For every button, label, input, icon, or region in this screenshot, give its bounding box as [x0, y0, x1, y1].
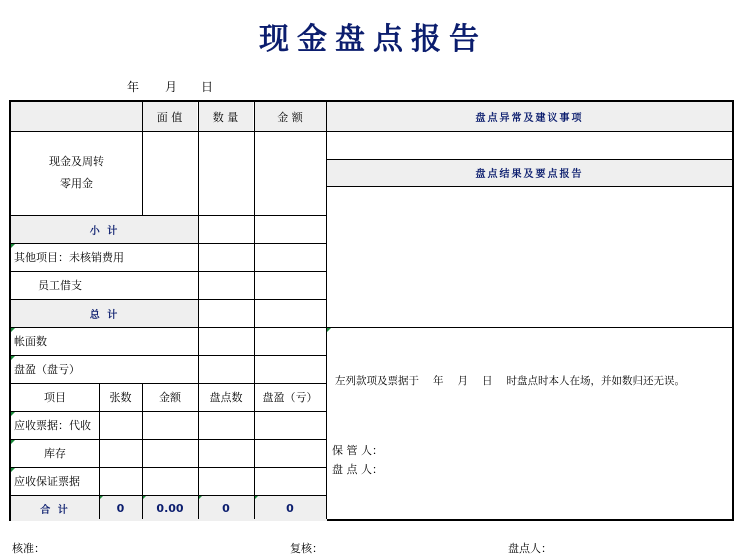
row-line [11, 131, 732, 132]
statement-day: 日 [482, 374, 493, 387]
statement-part-a: 左列款项及票据于 [335, 374, 419, 387]
row-line [11, 243, 326, 244]
surplus-deficit-label: 盘盈（盘亏） [11, 355, 198, 383]
cash-label [11, 131, 142, 215]
row-line [11, 467, 326, 468]
col-line [198, 102, 199, 383]
row-line [327, 186, 732, 187]
total-label: 总 计 [89, 309, 120, 321]
section-divider [326, 102, 327, 519]
custodian-label: 保 管 人： [332, 444, 383, 457]
quantity-header: 数 量 [198, 102, 253, 131]
statement-year: 年 [433, 374, 444, 387]
row-line [11, 355, 326, 356]
counted-header: 盘点数 [209, 391, 243, 404]
date-month-label: 月 [165, 80, 178, 94]
count-header: 张数 [109, 391, 132, 404]
cash-label-line2: 零用金 [60, 177, 93, 190]
statement-part-b: 时盘点时本人在场，并如数归还无误。 [506, 374, 685, 387]
counter-label: 盘 点 人： [332, 463, 383, 476]
col-line [254, 102, 255, 383]
row-line [11, 299, 326, 300]
row-line [327, 159, 732, 160]
report-table [9, 100, 734, 521]
deposit-bills-label: 应收保证票据 [11, 467, 99, 495]
col-line [142, 102, 143, 215]
row-line [11, 215, 326, 216]
inventory-label: 库存 [11, 439, 99, 467]
cash-label-line1: 现金及周转 [49, 155, 104, 168]
row-line [11, 495, 326, 496]
other-items-label: 其他项目：未核销费用 [11, 243, 198, 271]
col-line [99, 383, 100, 519]
date-day-label: 日 [201, 80, 214, 94]
date-year-label: 年 [127, 80, 140, 94]
row-line [11, 327, 732, 328]
row-line [11, 439, 326, 440]
grand-total-surplus: 0 [254, 495, 326, 521]
grand-total-label: 合 计 [40, 504, 70, 516]
footer-counter-label: 盘点人： [508, 542, 552, 555]
review-label: 复核： [290, 542, 323, 555]
face-value-header: 面 值 [142, 102, 197, 131]
grand-total-counted: 0 [198, 495, 254, 521]
report-title: 现金盘点报告 [259, 22, 487, 57]
statement-month: 月 [457, 374, 468, 387]
col-line [254, 383, 255, 519]
amount-header: 金 额 [254, 102, 326, 131]
subtotal-label: 小 计 [89, 225, 120, 237]
header-blank-cell [11, 102, 142, 131]
result-header: 盘点结果及要点报告 [327, 159, 732, 186]
item-header: 项目 [44, 391, 66, 404]
grand-total-count: 0 [99, 495, 142, 521]
amount-subheader: 金额 [159, 391, 181, 404]
book-amount-label: 帐面数 [11, 327, 198, 355]
row-line [11, 271, 326, 272]
col-line [198, 383, 199, 519]
abnormal-header: 盘点异常及建议事项 [327, 102, 732, 131]
row-line [11, 383, 326, 384]
receivable-bills-label: 应收票据：代收 [11, 411, 99, 439]
row-line [11, 411, 326, 412]
surplus-header: 盘盈（亏） [262, 391, 318, 404]
approve-label: 核准： [12, 542, 45, 555]
grand-total-amount: 0.00 [142, 495, 198, 521]
col-line [142, 383, 143, 519]
statement-text [332, 368, 732, 392]
employee-loan-label: 员工借支 [38, 279, 82, 292]
